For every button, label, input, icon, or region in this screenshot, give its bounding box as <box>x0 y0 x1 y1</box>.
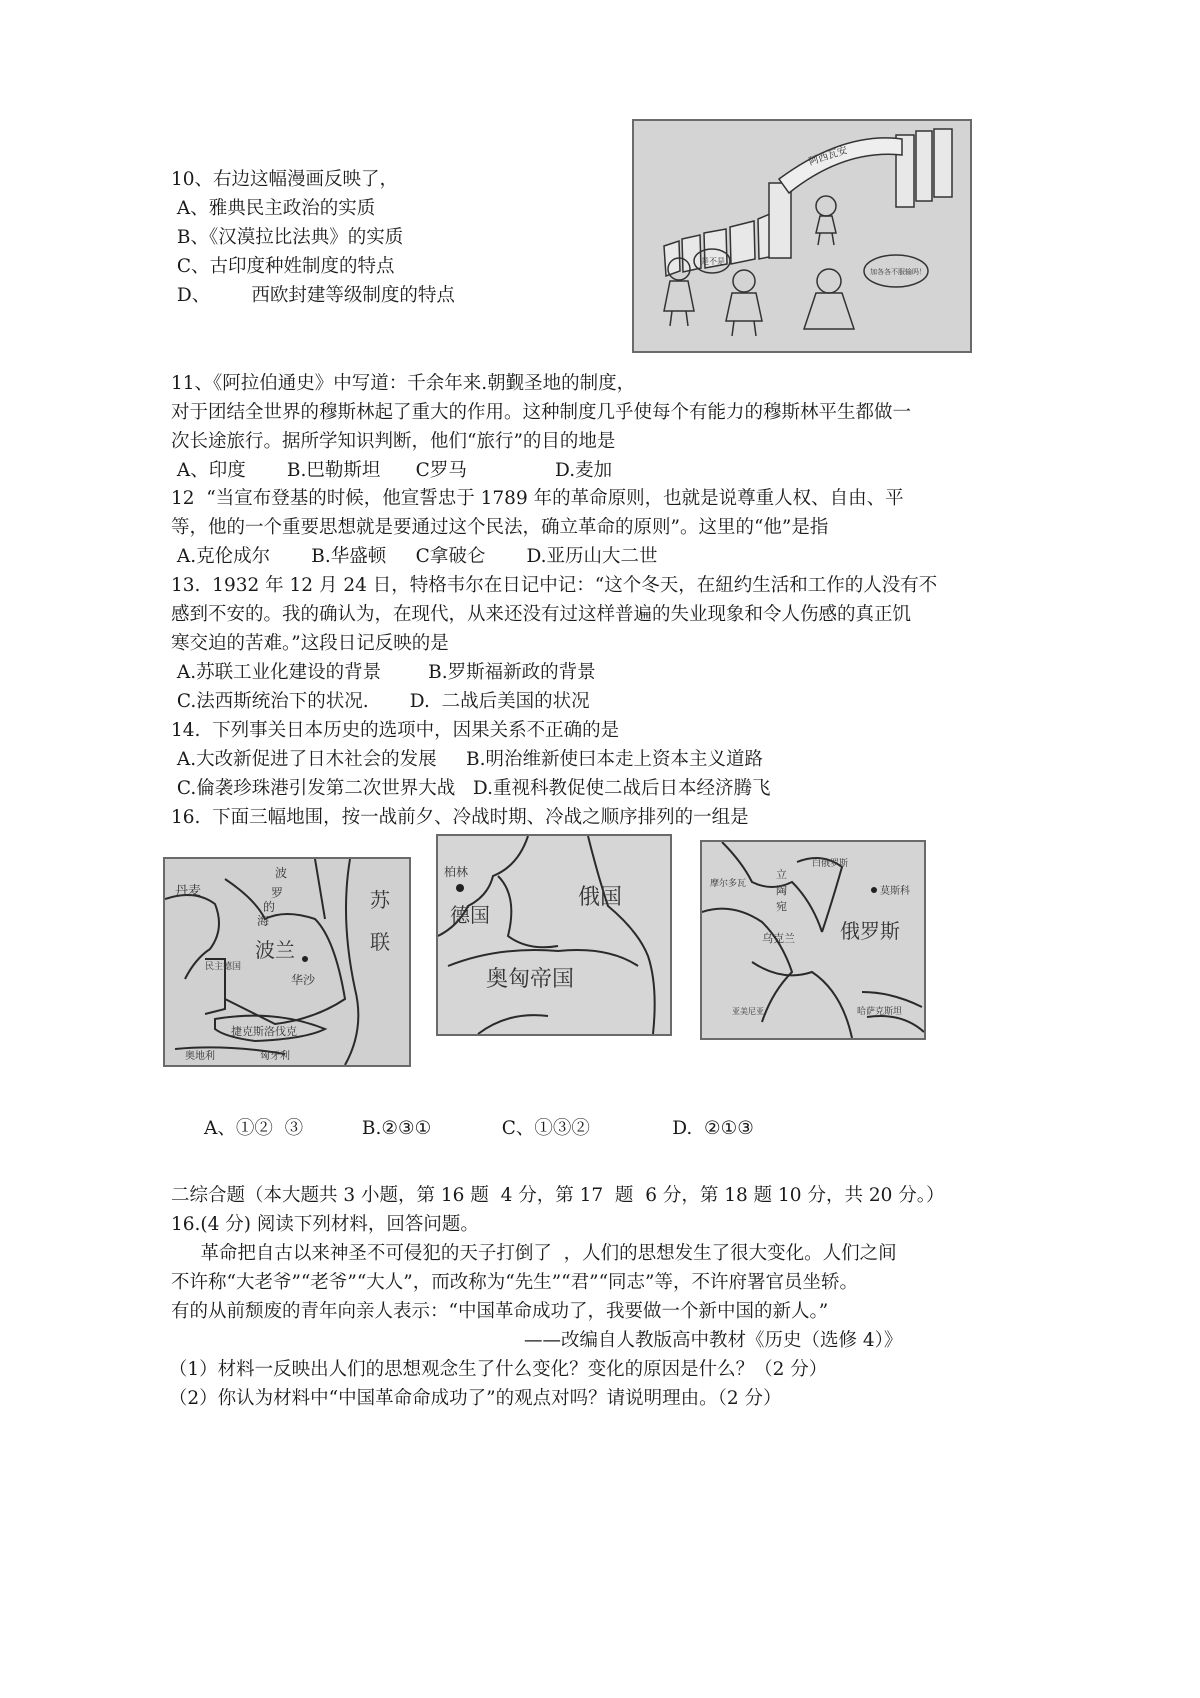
q14-options-2: C.倫袭珍珠港引发第二次世界大战 D.重视科教促使二战后日本经济腾飞 <box>171 778 771 799</box>
q10-stem: 10、右边这幅漫画反映了， <box>171 169 399 190</box>
q11-options: A、印度 B.巴勒斯坦 C罗马 D.麦加 <box>171 460 613 481</box>
map-3 <box>700 840 926 1040</box>
section2-heading: 二综合题（本大题共 3 小题，第 16 题 4 分，第 17 题 6 分，第 18 题 10 分，共 20 分。） <box>171 1185 945 1206</box>
map1-label-su: 苏 <box>370 888 390 912</box>
cartoon-speech-right: 加各各不服输吗！ <box>870 268 926 276</box>
map3-label-russia: 俄罗斯 <box>840 919 900 943</box>
q10-option-a: A、雅典民主政治的实质 <box>171 198 376 219</box>
map3-label-armenia: 亚美尼亚 <box>732 1007 764 1016</box>
map3-label-tao: 陶 <box>776 884 787 897</box>
map1-label-gdr: 民主德国 <box>205 962 242 972</box>
cartoon-banner-text: 阿西瓦安 <box>807 145 849 168</box>
map1-label-bo: 波 <box>275 866 288 880</box>
q16-stem: 16. 下面三幅地围，按一战前夕、冷战时期、冷战之顺序排列的一组是 <box>171 807 749 828</box>
question-2: （2）你认为材料中“中国革命命成功了”的观点对吗？请说明理由。（2 分） <box>163 1388 782 1409</box>
question-1: （1）材料一反映出人们的思想观念生了什么变化？变化的原因是什么？（2 分） <box>163 1359 828 1380</box>
map3-label-ukraine: 乌克兰 <box>762 932 795 945</box>
q10-option-d: D、 西欧封建等级制度的特点 <box>171 285 455 306</box>
map2-label-berlin: 柏林 <box>444 865 469 879</box>
map3-label-wan: 宛 <box>776 900 787 913</box>
map2-label-russia: 俄国 <box>578 885 623 910</box>
q12-line-2: 等，他的一个重要思想就是要通过这个民法，确立革命的原则”。这里的“他”是指 <box>171 517 829 538</box>
map-2 <box>436 834 672 1036</box>
map1-label-austria: 奥地利 <box>185 1051 215 1062</box>
q10-option-b: B、《汉漠拉比法典》的实质 <box>171 227 404 248</box>
map3-label-belarus: 白俄罗斯 <box>812 859 849 869</box>
section2-q16-title: 16.(4 分) 阅读下列材料，回答问题。 <box>171 1214 479 1235</box>
map1-label-hungary: 匈牙利 <box>260 1051 290 1062</box>
map1-label-czech: 捷克斯洛伐克 <box>231 1025 297 1038</box>
passage-line-2: 不许称“大老爷”“老爷”“大人”，而改称为“先生”“君”“同志”等，不许府署官员坐轿。 <box>171 1272 858 1293</box>
q13-options-1: A.苏联工业化建设的背景 B.罗斯福新政的背景 <box>171 662 596 683</box>
map2-label-germany: 德国 <box>450 903 490 927</box>
map2-label-austria-hungary: 奥匈帝国 <box>486 967 575 992</box>
map3-label-li: 立 <box>776 868 787 881</box>
q11-line-1: 11、《阿拉伯通史》中写道：千余年来.朝觐圣地的制度， <box>171 373 636 394</box>
q12-options: A.克伦成尔 B.华盛顿 C拿破仑 D.亚历山大二世 <box>171 546 658 567</box>
passage-line-1: 革命把自古以来神圣不可侵犯的天子打倒了 ，人们的思想发生了很大变化。人们之间 <box>171 1243 897 1264</box>
map3-label-moldova: 摩尔多瓦 <box>710 879 747 889</box>
q14-options-1: A.大改新促进了日木社会的发展 B.明治维新使曰本走上资本主义道路 <box>171 749 764 770</box>
q16-options: A、①② ③ B.②③① C、①③② D. ②①③ <box>204 1118 754 1139</box>
map1-label-hai: 海 <box>257 914 270 928</box>
q11-line-3: 次长途旅行。据所学知识判断，他们“旅行”的目的地是 <box>171 431 616 452</box>
q10-cartoon <box>632 119 972 353</box>
map3-label-moscow: 莫斯科 <box>880 886 910 897</box>
passage-line-3: 有的从前颓废的青年向亲人表示：“中国革命成功了，我要做一个新中国的新人。” <box>171 1301 829 1322</box>
cartoon-speech-left: 是不是 <box>701 257 725 266</box>
map1-label-warsaw: 华沙 <box>291 973 316 987</box>
q11-line-2: 对于团结全世界的穆斯林起了重大的作用。这种制度几乎使每个有能力的穆斯林平生都做一 <box>171 402 912 423</box>
q13-line-1: 13. 1932 年 12 月 24 日，特格韦尔在日记中记：“这个冬天，在紐约生活和工作的人没有不 <box>171 575 938 596</box>
q13-line-2: 感到不安的。我的确认为，在现代，从来还没有过这样普遍的失业现象和令人伤感的真正饥 <box>171 604 912 625</box>
map1-label-lian: 联 <box>370 930 390 954</box>
map1-label-de: 的 <box>263 900 276 914</box>
passage-source: ——改编自人教版高中教材《历史（选修 4）》 <box>524 1330 903 1351</box>
map3-label-kazakhstan: 哈萨克斯坦 <box>857 1007 903 1017</box>
q13-line-3: 寒交迫的苦难。”这段日记反映的是 <box>171 633 449 654</box>
map1-label-luo: 罗 <box>271 886 284 900</box>
map1-label-denmark: 丹麦 <box>175 884 202 899</box>
map1-label-poland: 波兰 <box>255 938 295 962</box>
map-1 <box>163 857 411 1067</box>
q14-stem: 14. 下列事关日本历史的选项中，因果关系不正确的是 <box>171 720 620 741</box>
q13-options-2: C.法西斯统治下的状况. D. 二战后美国的状况 <box>171 691 590 712</box>
q10-option-c: C、古印度种姓制度的特点 <box>171 256 395 277</box>
q12-line-1: 12 “当宣布登基的时候，他宣誓忠于 1789 年的革命原则，也就是说尊重人权、自由、平 <box>171 488 904 509</box>
